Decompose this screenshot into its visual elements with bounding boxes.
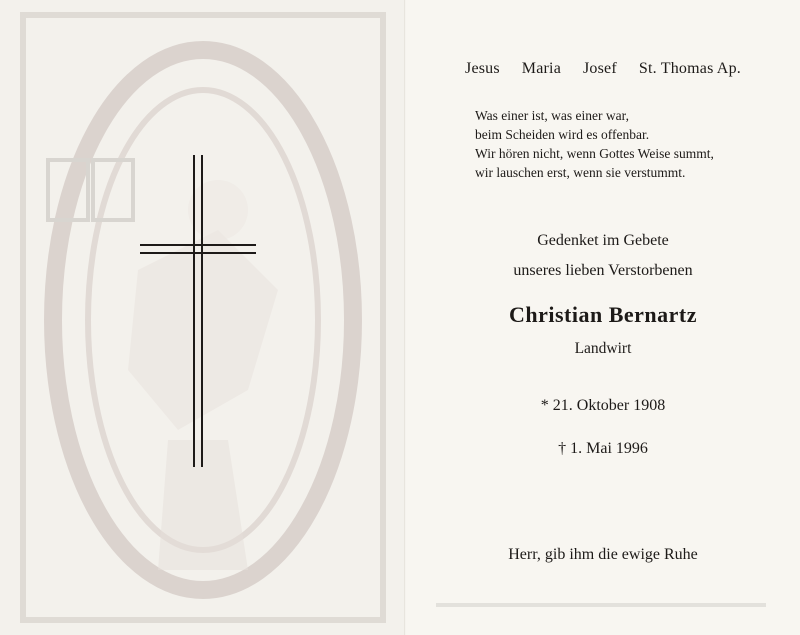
death-date: † 1. Mai 1996 <box>558 440 648 457</box>
faint-printer-imprint <box>436 601 796 609</box>
holy-names-header <box>406 60 800 78</box>
holy-name: Jesus <box>465 60 500 77</box>
verse-line: Was einer ist, was einer war, <box>475 108 629 123</box>
verse-line: beim Scheiden wird es offenbar. <box>475 127 650 142</box>
deceased-name: Christian Bernartz <box>508 302 698 327</box>
deceased-occupation: Landwirt <box>574 340 632 357</box>
verse-line: wir lauschen erst, wenn sie verstummt. <box>475 165 686 180</box>
holy-name: St. Thomas Ap. <box>638 60 741 77</box>
birth-date: * 21. Oktober 1908 <box>540 397 666 414</box>
verse-line: Wir hören nicht, wenn Gottes Weise summt, <box>475 146 714 161</box>
holy-name: Maria <box>521 60 561 77</box>
remembrance-line-1: Gedenket im Gebete <box>537 232 669 249</box>
memorial-verse <box>475 106 795 182</box>
holy-name: Josef <box>583 60 617 77</box>
card-right-panel <box>406 0 800 635</box>
closing-prayer: Herr, gib ihm die ewige Ruhe <box>508 546 698 563</box>
cross-icon <box>140 155 256 467</box>
remembrance-line-2: unseres lieben Verstorbenen <box>513 262 693 279</box>
remembrance-request <box>406 226 800 286</box>
